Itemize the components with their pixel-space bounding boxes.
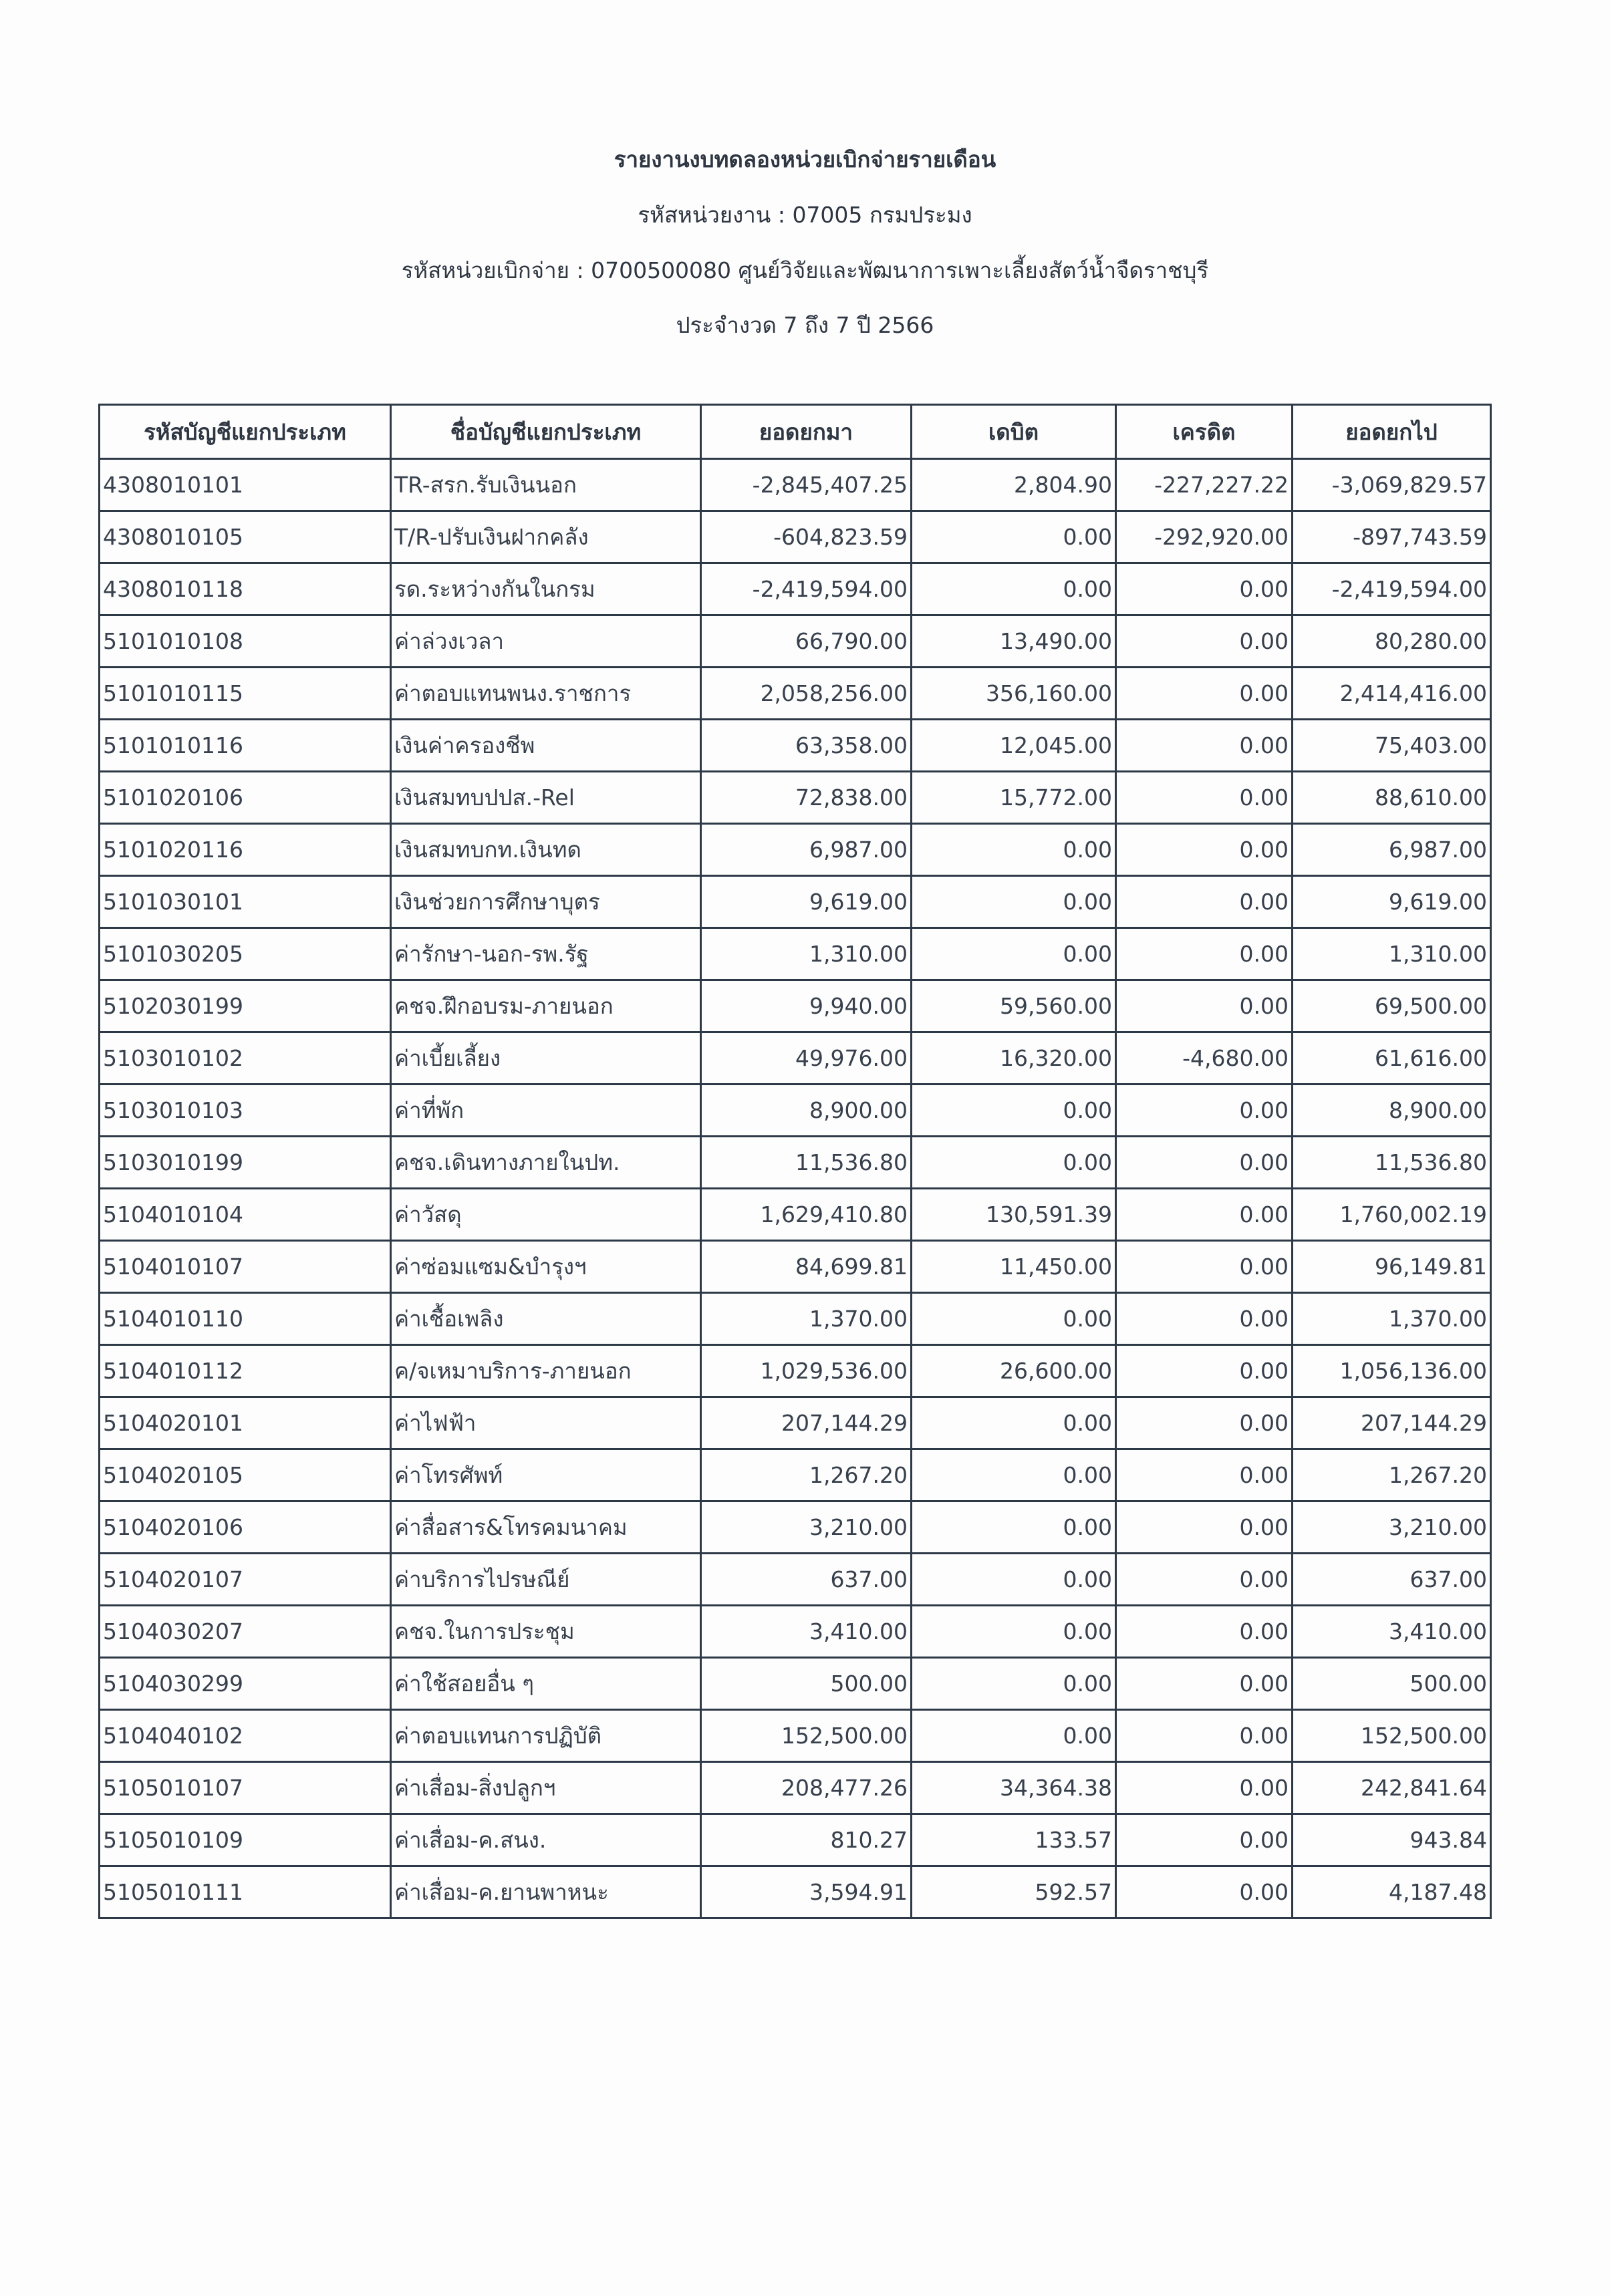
cell-debit: 0.00 bbox=[912, 1710, 1116, 1762]
cell-debit: 34,364.38 bbox=[912, 1762, 1116, 1814]
cell-balance-carried-forward: 637.00 bbox=[1293, 1554, 1491, 1606]
cell-balance-carried-forward: 500.00 bbox=[1293, 1658, 1491, 1710]
table-row bbox=[100, 1501, 1491, 1554]
report-title: รายงานงบทดลองหน่วยเบิกจ่ายรายเดือน bbox=[614, 146, 996, 172]
cell-balance-carried-forward: 96,149.81 bbox=[1293, 1241, 1491, 1293]
cell-account-code: 5103010103 bbox=[100, 1085, 391, 1137]
table-row bbox=[100, 1762, 1491, 1814]
cell-credit: 0.00 bbox=[1116, 1606, 1293, 1658]
cell-debit: 0.00 bbox=[912, 1397, 1116, 1449]
table-row bbox=[100, 1554, 1491, 1606]
cell-debit: 0.00 bbox=[912, 1137, 1116, 1189]
cell-balance-brought-forward: 9,940.00 bbox=[701, 980, 912, 1032]
disbursing-unit-line: รหัสหน่วยเบิกจ่าย : 0700500080 ศูนย์วิจัยและพัฒนาการเพาะเลี้ยงสัตว์น้ำจืดราชบุรี bbox=[401, 257, 1209, 283]
cell-credit: 0.00 bbox=[1116, 1293, 1293, 1345]
cell-balance-brought-forward: 11,536.80 bbox=[701, 1137, 912, 1189]
table-row bbox=[100, 459, 1491, 511]
cell-account-code: 5104030207 bbox=[100, 1606, 391, 1658]
cell-debit: 0.00 bbox=[912, 511, 1116, 563]
cell-credit: -227,227.22 bbox=[1116, 459, 1293, 511]
cell-balance-carried-forward: -3,069,829.57 bbox=[1293, 459, 1491, 511]
cell-balance-brought-forward: 152,500.00 bbox=[701, 1710, 912, 1762]
cell-account-name: TR-สรก.รับเงินนอก bbox=[391, 459, 701, 511]
cell-balance-carried-forward: 943.84 bbox=[1293, 1814, 1491, 1866]
cell-debit: 15,772.00 bbox=[912, 772, 1116, 824]
table-row bbox=[100, 1293, 1491, 1345]
cell-debit: 0.00 bbox=[912, 1554, 1116, 1606]
cell-account-code: 5104020106 bbox=[100, 1501, 391, 1554]
cell-account-name: คชจ.ในการประชุม bbox=[391, 1606, 701, 1658]
cell-credit: 0.00 bbox=[1116, 1866, 1293, 1918]
cell-account-name: เงินสมทบปปส.-Rel bbox=[391, 772, 701, 824]
cell-balance-carried-forward: 4,187.48 bbox=[1293, 1866, 1491, 1918]
cell-balance-carried-forward: 6,987.00 bbox=[1293, 824, 1491, 876]
cell-balance-brought-forward: 1,267.20 bbox=[701, 1449, 912, 1501]
cell-account-name: ค่าบริการไปรษณีย์ bbox=[391, 1554, 701, 1606]
cell-account-name: ค่าที่พัก bbox=[391, 1085, 701, 1137]
cell-credit: 0.00 bbox=[1116, 1189, 1293, 1241]
cell-debit: 0.00 bbox=[912, 1501, 1116, 1554]
cell-balance-carried-forward: 8,900.00 bbox=[1293, 1085, 1491, 1137]
cell-balance-brought-forward: 1,629,410.80 bbox=[701, 1189, 912, 1241]
table-row bbox=[100, 824, 1491, 876]
table-row bbox=[100, 980, 1491, 1032]
cell-balance-carried-forward: 69,500.00 bbox=[1293, 980, 1491, 1032]
cell-balance-carried-forward: 75,403.00 bbox=[1293, 720, 1491, 772]
cell-debit: 0.00 bbox=[912, 928, 1116, 980]
table-row bbox=[100, 1241, 1491, 1293]
cell-credit: 0.00 bbox=[1116, 1449, 1293, 1501]
cell-account-code: 5104010112 bbox=[100, 1345, 391, 1397]
cell-credit: 0.00 bbox=[1116, 1554, 1293, 1606]
cell-balance-brought-forward: 84,699.81 bbox=[701, 1241, 912, 1293]
cell-balance-carried-forward: 3,410.00 bbox=[1293, 1606, 1491, 1658]
cell-balance-brought-forward: 1,029,536.00 bbox=[701, 1345, 912, 1397]
cell-account-name: เงินช่วยการศึกษาบุตร bbox=[391, 876, 701, 928]
header-balance-brought-forward: ยอดยกมา bbox=[701, 405, 912, 459]
cell-account-code: 5103010199 bbox=[100, 1137, 391, 1189]
cell-account-code: 5104010110 bbox=[100, 1293, 391, 1345]
cell-credit: 0.00 bbox=[1116, 615, 1293, 668]
cell-balance-brought-forward: 9,619.00 bbox=[701, 876, 912, 928]
cell-debit: 16,320.00 bbox=[912, 1032, 1116, 1085]
cell-debit: 0.00 bbox=[912, 876, 1116, 928]
table-header-row bbox=[100, 405, 1491, 459]
cell-balance-carried-forward: -2,419,594.00 bbox=[1293, 563, 1491, 615]
cell-debit: 356,160.00 bbox=[912, 668, 1116, 720]
report-period: ประจำงวด 7 ถึง 7 ปี 2566 bbox=[676, 312, 934, 338]
cell-account-code: 5104020107 bbox=[100, 1554, 391, 1606]
table-row bbox=[100, 1189, 1491, 1241]
cell-credit: 0.00 bbox=[1116, 1241, 1293, 1293]
cell-credit: 0.00 bbox=[1116, 1658, 1293, 1710]
cell-account-code: 5104020101 bbox=[100, 1397, 391, 1449]
cell-account-name: ค่ารักษา-นอก-รพ.รัฐ bbox=[391, 928, 701, 980]
table-row bbox=[100, 1710, 1491, 1762]
cell-balance-brought-forward: 1,370.00 bbox=[701, 1293, 912, 1345]
table-row bbox=[100, 563, 1491, 615]
cell-account-code: 5105010111 bbox=[100, 1866, 391, 1918]
cell-balance-brought-forward: 72,838.00 bbox=[701, 772, 912, 824]
cell-credit: 0.00 bbox=[1116, 1814, 1293, 1866]
cell-account-code: 5104010104 bbox=[100, 1189, 391, 1241]
cell-credit: 0.00 bbox=[1116, 928, 1293, 980]
cell-account-code: 5101010116 bbox=[100, 720, 391, 772]
cell-account-name: เงินค่าครองชีพ bbox=[391, 720, 701, 772]
cell-debit: 0.00 bbox=[912, 1658, 1116, 1710]
cell-credit: 0.00 bbox=[1116, 563, 1293, 615]
cell-account-name: คชจ.เดินทางภายในปท. bbox=[391, 1137, 701, 1189]
cell-debit: 11,450.00 bbox=[912, 1241, 1116, 1293]
cell-debit: 130,591.39 bbox=[912, 1189, 1116, 1241]
cell-account-code: 5104030299 bbox=[100, 1658, 391, 1710]
cell-account-name: ค่าซ่อมแซม&บำรุงฯ bbox=[391, 1241, 701, 1293]
table-row bbox=[100, 1449, 1491, 1501]
cell-account-code: 4308010101 bbox=[100, 459, 391, 511]
table-row bbox=[100, 668, 1491, 720]
cell-credit: 0.00 bbox=[1116, 824, 1293, 876]
cell-credit: 0.00 bbox=[1116, 876, 1293, 928]
cell-account-name: ค่าใช้สอยอื่น ๆ bbox=[391, 1658, 701, 1710]
cell-balance-brought-forward: -604,823.59 bbox=[701, 511, 912, 563]
cell-account-name: ค่าเชื้อเพลิง bbox=[391, 1293, 701, 1345]
cell-account-name: ค่าล่วงเวลา bbox=[391, 615, 701, 668]
cell-account-name: ค่าเสื่อม-สิ่งปลูกฯ bbox=[391, 1762, 701, 1814]
cell-balance-brought-forward: 207,144.29 bbox=[701, 1397, 912, 1449]
cell-balance-carried-forward: 1,370.00 bbox=[1293, 1293, 1491, 1345]
table-row bbox=[100, 615, 1491, 668]
cell-credit: 0.00 bbox=[1116, 1137, 1293, 1189]
agency-code-line: รหัสหน่วยงาน : 07005 กรมประมง bbox=[638, 202, 972, 228]
cell-account-name: ค่าไฟฟ้า bbox=[391, 1397, 701, 1449]
cell-debit: 2,804.90 bbox=[912, 459, 1116, 511]
cell-account-name: ค่าวัสดุ bbox=[391, 1189, 701, 1241]
cell-account-name: คชจ.ฝึกอบรม-ภายนอก bbox=[391, 980, 701, 1032]
cell-account-code: 5101020106 bbox=[100, 772, 391, 824]
table-row bbox=[100, 511, 1491, 563]
cell-credit: -4,680.00 bbox=[1116, 1032, 1293, 1085]
cell-account-code: 5104020105 bbox=[100, 1449, 391, 1501]
cell-balance-carried-forward: 2,414,416.00 bbox=[1293, 668, 1491, 720]
table-body bbox=[100, 459, 1491, 1918]
cell-account-name: ค่าสื่อสาร&โทรคมนาคม bbox=[391, 1501, 701, 1554]
cell-balance-brought-forward: 8,900.00 bbox=[701, 1085, 912, 1137]
cell-account-name: ค่าโทรศัพท์ bbox=[391, 1449, 701, 1501]
cell-account-code: 5101010115 bbox=[100, 668, 391, 720]
cell-debit: 13,490.00 bbox=[912, 615, 1116, 668]
table-row bbox=[100, 1032, 1491, 1085]
cell-balance-brought-forward: -2,419,594.00 bbox=[701, 563, 912, 615]
cell-balance-carried-forward: 88,610.00 bbox=[1293, 772, 1491, 824]
header-account-name: ชื่อบัญชีแยกประเภท bbox=[391, 405, 701, 459]
header-debit: เดบิต bbox=[912, 405, 1116, 459]
table-row bbox=[100, 1658, 1491, 1710]
cell-credit: 0.00 bbox=[1116, 1397, 1293, 1449]
cell-debit: 12,045.00 bbox=[912, 720, 1116, 772]
table-row bbox=[100, 1137, 1491, 1189]
cell-balance-carried-forward: 242,841.64 bbox=[1293, 1762, 1491, 1814]
cell-account-name: T/R-ปรับเงินฝากคลัง bbox=[391, 511, 701, 563]
cell-balance-carried-forward: 1,267.20 bbox=[1293, 1449, 1491, 1501]
cell-balance-brought-forward: 810.27 bbox=[701, 1814, 912, 1866]
cell-debit: 59,560.00 bbox=[912, 980, 1116, 1032]
header-credit: เครดิต bbox=[1116, 405, 1293, 459]
cell-debit: 26,600.00 bbox=[912, 1345, 1116, 1397]
cell-balance-carried-forward: 80,280.00 bbox=[1293, 615, 1491, 668]
cell-account-code: 5104040102 bbox=[100, 1710, 391, 1762]
cell-balance-carried-forward: 152,500.00 bbox=[1293, 1710, 1491, 1762]
cell-account-code: 5101010108 bbox=[100, 615, 391, 668]
cell-debit: 0.00 bbox=[912, 1085, 1116, 1137]
cell-balance-brought-forward: 500.00 bbox=[701, 1658, 912, 1710]
cell-debit: 133.57 bbox=[912, 1814, 1116, 1866]
cell-account-code: 5103010102 bbox=[100, 1032, 391, 1085]
cell-account-name: ค่าเสื่อม-ค.ยานพาหนะ bbox=[391, 1866, 701, 1918]
cell-credit: 0.00 bbox=[1116, 1762, 1293, 1814]
cell-balance-brought-forward: 3,210.00 bbox=[701, 1501, 912, 1554]
cell-account-code: 5105010109 bbox=[100, 1814, 391, 1866]
cell-account-code: 4308010118 bbox=[100, 563, 391, 615]
cell-debit: 0.00 bbox=[912, 824, 1116, 876]
cell-balance-carried-forward: 11,536.80 bbox=[1293, 1137, 1491, 1189]
cell-balance-carried-forward: 3,210.00 bbox=[1293, 1501, 1491, 1554]
table-row bbox=[100, 1814, 1491, 1866]
cell-account-code: 5101030205 bbox=[100, 928, 391, 980]
cell-balance-brought-forward: 6,987.00 bbox=[701, 824, 912, 876]
cell-credit: 0.00 bbox=[1116, 720, 1293, 772]
header-balance-carried-forward: ยอดยกไป bbox=[1293, 405, 1491, 459]
cell-balance-brought-forward: 3,594.91 bbox=[701, 1866, 912, 1918]
cell-balance-carried-forward: 1,310.00 bbox=[1293, 928, 1491, 980]
table-row bbox=[100, 1606, 1491, 1658]
cell-credit: 0.00 bbox=[1116, 668, 1293, 720]
cell-account-code: 5101030101 bbox=[100, 876, 391, 928]
cell-balance-carried-forward: 61,616.00 bbox=[1293, 1032, 1491, 1085]
cell-account-name: ค่าเบี้ยเลี้ยง bbox=[391, 1032, 701, 1085]
cell-debit: 592.57 bbox=[912, 1866, 1116, 1918]
cell-credit: 0.00 bbox=[1116, 1345, 1293, 1397]
cell-account-code: 4308010105 bbox=[100, 511, 391, 563]
cell-balance-carried-forward: -897,743.59 bbox=[1293, 511, 1491, 563]
cell-credit: 0.00 bbox=[1116, 1710, 1293, 1762]
cell-account-code: 5105010107 bbox=[100, 1762, 391, 1814]
table-row bbox=[100, 1866, 1491, 1918]
cell-balance-brought-forward: -2,845,407.25 bbox=[701, 459, 912, 511]
cell-credit: 0.00 bbox=[1116, 1501, 1293, 1554]
cell-balance-carried-forward: 207,144.29 bbox=[1293, 1397, 1491, 1449]
cell-balance-carried-forward: 1,056,136.00 bbox=[1293, 1345, 1491, 1397]
cell-debit: 0.00 bbox=[912, 1449, 1116, 1501]
cell-account-name: ค่าตอบแทนการปฏิบัติ bbox=[391, 1710, 701, 1762]
cell-account-code: 5102030199 bbox=[100, 980, 391, 1032]
cell-account-name: ค่าตอบแทนพนง.ราชการ bbox=[391, 668, 701, 720]
cell-debit: 0.00 bbox=[912, 1293, 1116, 1345]
cell-balance-brought-forward: 63,358.00 bbox=[701, 720, 912, 772]
cell-balance-brought-forward: 208,477.26 bbox=[701, 1762, 912, 1814]
cell-account-code: 5104010107 bbox=[100, 1241, 391, 1293]
header-account-code: รหัสบัญชีแยกประเภท bbox=[100, 405, 391, 459]
cell-credit: 0.00 bbox=[1116, 980, 1293, 1032]
table-row bbox=[100, 720, 1491, 772]
cell-account-name: ค/จเหมาบริการ-ภายนอก bbox=[391, 1345, 701, 1397]
cell-debit: 0.00 bbox=[912, 1606, 1116, 1658]
cell-balance-brought-forward: 66,790.00 bbox=[701, 615, 912, 668]
cell-balance-brought-forward: 637.00 bbox=[701, 1554, 912, 1606]
cell-balance-brought-forward: 1,310.00 bbox=[701, 928, 912, 980]
cell-debit: 0.00 bbox=[912, 563, 1116, 615]
cell-account-code: 5101020116 bbox=[100, 824, 391, 876]
table-row bbox=[100, 1397, 1491, 1449]
cell-credit: -292,920.00 bbox=[1116, 511, 1293, 563]
cell-balance-carried-forward: 1,760,002.19 bbox=[1293, 1189, 1491, 1241]
cell-balance-brought-forward: 49,976.00 bbox=[701, 1032, 912, 1085]
cell-credit: 0.00 bbox=[1116, 1085, 1293, 1137]
table-row bbox=[100, 772, 1491, 824]
cell-account-name: เงินสมทบกท.เงินทด bbox=[391, 824, 701, 876]
cell-balance-brought-forward: 2,058,256.00 bbox=[701, 668, 912, 720]
cell-balance-carried-forward: 9,619.00 bbox=[1293, 876, 1491, 928]
table-row bbox=[100, 876, 1491, 928]
table-row bbox=[100, 1345, 1491, 1397]
cell-balance-brought-forward: 3,410.00 bbox=[701, 1606, 912, 1658]
cell-account-name: ค่าเสื่อม-ค.สนง. bbox=[391, 1814, 701, 1866]
table-row bbox=[100, 1085, 1491, 1137]
cell-credit: 0.00 bbox=[1116, 772, 1293, 824]
table-row bbox=[100, 928, 1491, 980]
cell-account-name: รด.ระหว่างกันในกรม bbox=[391, 563, 701, 615]
trial-balance-table bbox=[98, 404, 1492, 1919]
